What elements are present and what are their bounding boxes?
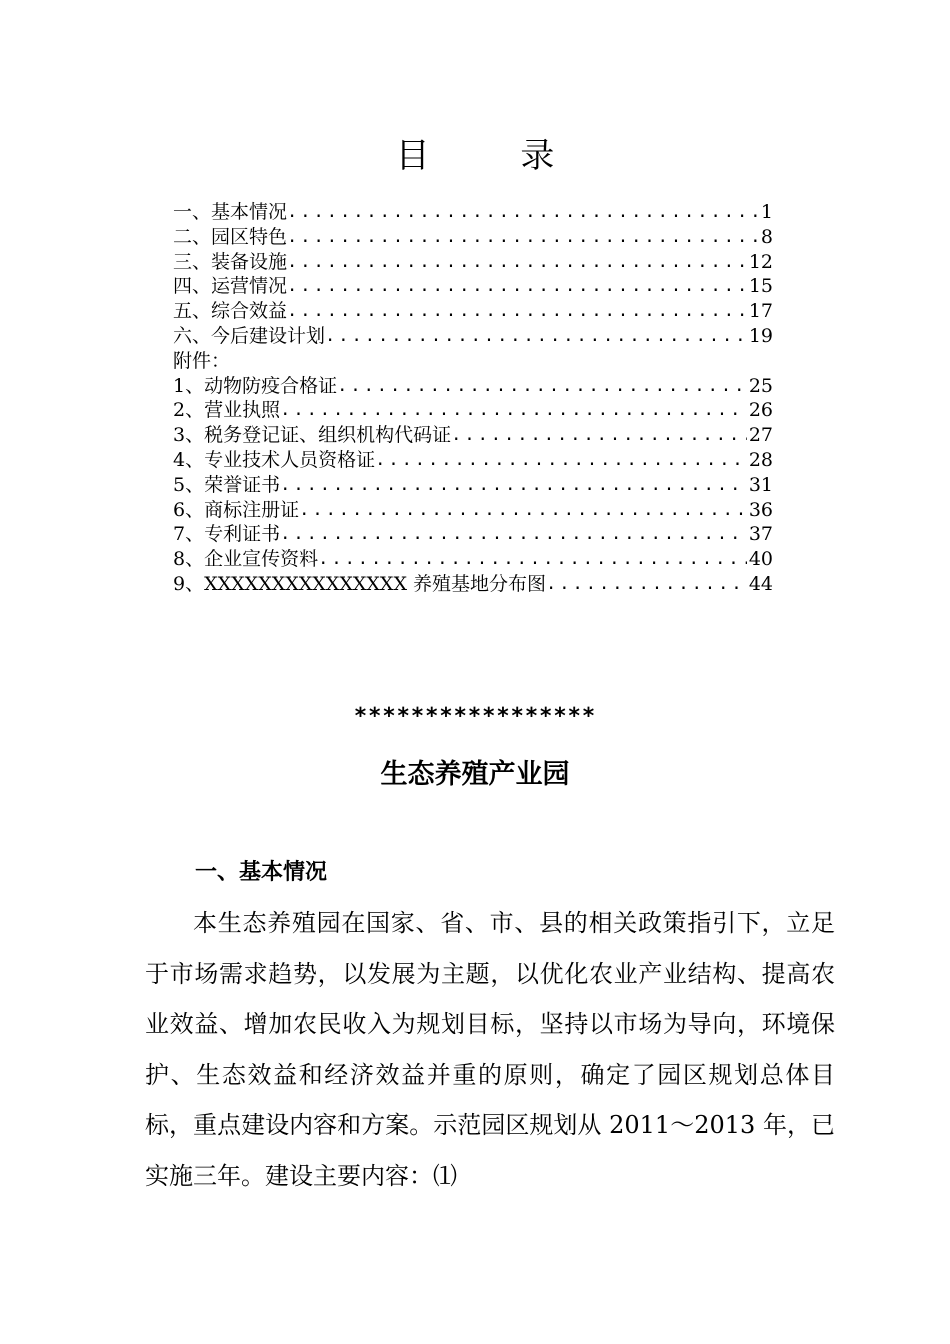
toc-entry[interactable] <box>173 250 773 275</box>
toc-entry[interactable] <box>173 274 773 299</box>
toc-entry-label: 8、企业宣传资料 <box>173 548 319 571</box>
toc-entry-page: 15 <box>748 275 773 298</box>
toc-leader-dots <box>287 299 747 324</box>
toc-appendix-entry[interactable] <box>173 547 773 572</box>
toc-entry-label: 9、XXXXXXXXXXXXXXX 养殖基地分布图 <box>173 572 547 595</box>
toc-entry-label: 3、税务登记证、组织机构代码证 <box>173 424 452 447</box>
toc-entry-page: 44 <box>748 572 773 595</box>
toc-leader-dots <box>546 572 747 597</box>
toc-entry-label: 四、运营情况 <box>173 275 288 298</box>
toc-leader-dots <box>299 498 747 523</box>
section-heading: 一、基本情况 <box>195 860 328 885</box>
toc-entry-page: 17 <box>748 300 773 323</box>
toc-entry-label: 1、动物防疫合格证 <box>173 374 338 397</box>
toc-entry-page: 25 <box>748 374 773 397</box>
document-title: 生态养殖产业园 <box>380 759 570 790</box>
toc-appendix-heading <box>173 349 773 374</box>
toc-appendix-entry[interactable] <box>173 423 773 448</box>
toc-leader-dots <box>287 250 747 275</box>
toc-leader-dots <box>287 200 759 225</box>
toc-leader-dots <box>280 522 747 547</box>
toc-leader-dots <box>318 547 747 572</box>
toc-entry-page: 1 <box>760 201 773 223</box>
toc-entry-label: 7、专利证书 <box>173 523 281 546</box>
toc-entry[interactable] <box>173 225 773 250</box>
toc-entry-page: 8 <box>760 225 773 248</box>
table-of-contents <box>173 200 773 597</box>
toc-entry-page: 37 <box>748 523 773 546</box>
toc-appendix-entry[interactable] <box>173 572 773 597</box>
toc-appendix-entry[interactable] <box>173 448 773 473</box>
toc-entry-label: 六、今后建设计划 <box>173 324 326 347</box>
toc-entry[interactable] <box>173 200 773 225</box>
toc-title: 目 录 <box>395 136 595 176</box>
toc-entry[interactable] <box>173 299 773 324</box>
toc-entry-label: 6、商标注册证 <box>173 498 300 521</box>
toc-entry-page: 26 <box>748 399 773 422</box>
toc-entry-page: 19 <box>748 324 773 347</box>
toc-leader-dots <box>375 448 747 473</box>
toc-appendix-entry[interactable] <box>173 498 773 523</box>
toc-leader-dots <box>451 423 747 448</box>
toc-leader-dots <box>337 374 747 399</box>
toc-appendix-label: 附件： <box>173 349 231 372</box>
toc-entry-page: 36 <box>748 498 773 521</box>
toc-entry-label: 2、营业执照 <box>173 399 281 422</box>
toc-entry-label: 一、基本情况 <box>173 201 288 223</box>
toc-entry-page: 12 <box>748 250 773 273</box>
toc-leader-dots <box>325 324 747 349</box>
toc-appendix-entry[interactable] <box>173 374 773 399</box>
toc-entry-page: 28 <box>748 448 773 471</box>
toc-entry-page: 27 <box>748 424 773 447</box>
toc-entry-label: 4、专业技术人员资格证 <box>173 448 376 471</box>
toc-leader-dots <box>287 225 759 250</box>
toc-leader-dots <box>280 398 747 423</box>
toc-leader-dots <box>287 274 747 299</box>
section-body-paragraph: 本生态养殖园在国家、省、市、县的相关政策指引下，立足于市场需求趋势，以发展为主题，以优化农业产业结构、提高农业效益、增加农民收入为规划目标，坚持以市场为导向，环境保护、生态效益和经济效益并重的原则，确定了园区规划总体目标，重点建设内容和方案。示范园区规划从 2011～2013 年，已实施三年。建设主要内容：⑴ <box>145 909 835 1190</box>
toc-appendix-entry[interactable] <box>173 522 773 547</box>
toc-entry-page: 40 <box>748 548 773 571</box>
toc-entry-label: 五、综合效益 <box>173 300 288 323</box>
toc-appendix-entry[interactable] <box>173 398 773 423</box>
toc-entry-label: 三、装备设施 <box>173 250 288 273</box>
toc-leader-dots <box>280 473 747 498</box>
toc-appendix-entry[interactable] <box>173 473 773 498</box>
toc-entry[interactable] <box>173 324 773 349</box>
toc-entry-label: 二、园区特色 <box>173 225 288 248</box>
toc-entry-label: 5、荣誉证书 <box>173 473 281 496</box>
redacted-name-stars: ***************** <box>353 704 597 729</box>
toc-entry-page: 31 <box>748 473 773 496</box>
